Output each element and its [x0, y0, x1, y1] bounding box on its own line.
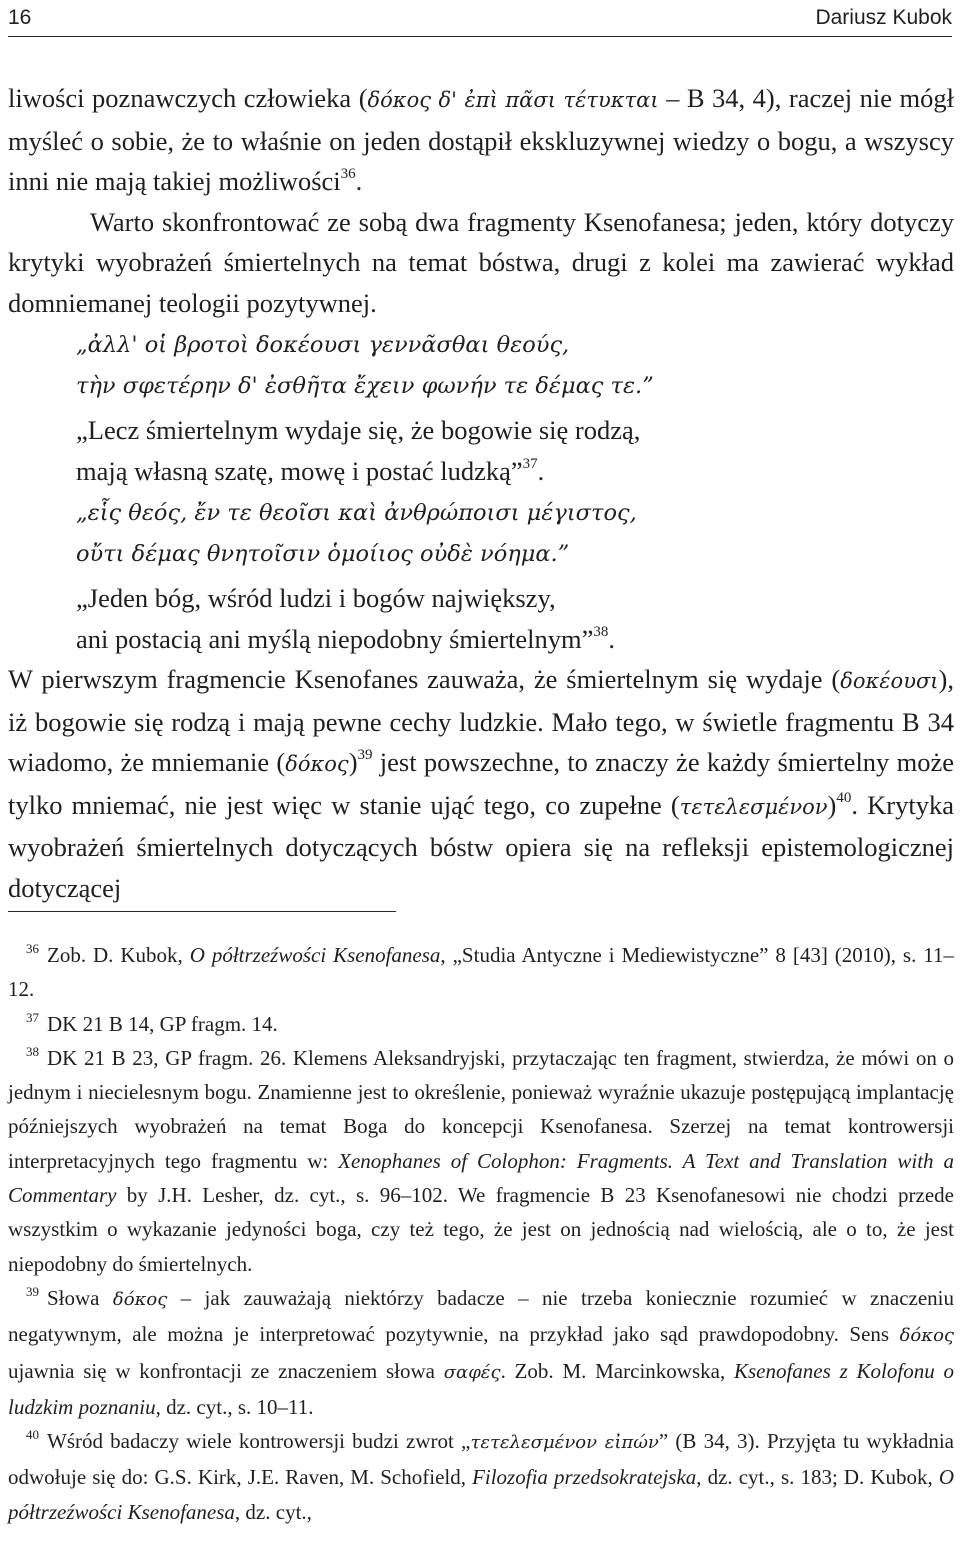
text-run: Zob. D. Kubok, [47, 943, 190, 967]
main-text [8, 78, 954, 908]
greek-word: δόκος [285, 752, 349, 776]
footnote-37 [8, 1007, 954, 1041]
footnote-ref[interactable]: 37 [522, 455, 538, 472]
polish-translation-line: „Jeden bóg, wśród ludzi i bogów największy, [76, 583, 556, 613]
text-run: , dz. cyt., [234, 1499, 312, 1524]
text-run: . [537, 455, 545, 486]
greek-word: δόκος [899, 1325, 954, 1347]
text-run: – B 34, 4), raczej nie mógł myśleć o sobie, że to właśnie on jeden dostąpił ekskluzywnej wiedzy o bogu, a wszyscy inni nie mają takiej możliwości [8, 83, 954, 196]
greek-phrase: δόκος δ' ἐπὶ πᾶσι τέτυκται [367, 88, 659, 112]
footnote-separator [8, 911, 396, 912]
footnotes [8, 938, 954, 1529]
footnote-ref[interactable]: 39 [357, 747, 373, 763]
text-run: ), iż bogowie się rodzą i mają pewne cechy ludzkie. Mało tego, w świetle fragmentu B 34 wiadomo, że mniemanie ( [8, 664, 954, 777]
title-italic: Ksenofanes z Kolofonu o ludzkim poznaniu [8, 1358, 954, 1419]
text-run: . [355, 166, 363, 196]
greek-verse-line: „εἷς θεός, ἔν τε θεοῖσι καὶ ἀνθρώποισι μέγιστος, [76, 500, 637, 526]
text-run: Wśród badaczy wiele kontrowersji budzi zwrot „ [47, 1429, 471, 1454]
footnote-number: 40 [26, 1427, 39, 1443]
footnote-ref[interactable]: 36 [340, 166, 356, 182]
text-run: ) [827, 789, 837, 820]
greek-verse-line: „ἀλλ' οἱ βροτοὶ δοκέουσι γεννᾶσθαι θεούς, [76, 332, 570, 358]
text-run: . [608, 623, 615, 654]
quote-fragment-b23 [76, 493, 954, 659]
title-italic: O półtrzeźwości Ksenofanesa [189, 943, 441, 967]
greek-word: σαφές [443, 1361, 501, 1383]
footnote-number: 37 [26, 1009, 39, 1025]
text-run: DK 21 B 23, GP fragm. 26. Klemens Aleksandryjski, przytaczając ten fragment, stwierdza, że mówi on o jednym i niecielesnym bogu. Znamienne jest to określenie, ponieważ wyraźnie ukazuje postępującą implantację późniejszych wyobrażeń na temat Boga do koncepcji Ksenofanesa. Szerzej na temat kontrowersji interpretacyjnych tego fragmentu w: [8, 1045, 954, 1173]
text-run: ujawnia się w konfrontacji ze znaczeniem słowa [8, 1358, 444, 1383]
text-run: liwości poznawczych człowieka ( [8, 83, 368, 113]
text-run: . Zob. M. Marcinkowska, [500, 1358, 734, 1383]
footnote-ref[interactable]: 38 [593, 623, 609, 640]
paragraph-1 [8, 78, 954, 202]
greek-phrase: τετελεσμένον εἰπών [470, 1432, 659, 1454]
title-italic: Filozofia przedsokratejska [472, 1465, 697, 1490]
footnote-38 [8, 1041, 954, 1281]
quote-fragment-b14 [76, 325, 954, 491]
footnote-number: 36 [26, 941, 39, 956]
footnote-number: 38 [26, 1043, 39, 1059]
text-run: , dz. cyt., s. 183; D. Kubok, [696, 1465, 939, 1490]
title-italic: O półtrzeźwości Ksenofanesa [8, 1465, 954, 1524]
text-run: , „Studia Antyczne i Mediewistyczne” 8 [43] (2010), s. 11–12. [8, 943, 954, 1002]
footnote-39 [8, 1281, 954, 1424]
title-italic: Xenophanes of Colophon: Fragments. A Text and Translation with a Commentary [8, 1148, 954, 1208]
text-run: ” (B 34, 3). Przyjęta tu wykładnia odwołuje się do: G.S. Kirk, J.E. Raven, M. Schofield, [8, 1429, 955, 1490]
text-run: ) [348, 747, 358, 777]
footnote-40 [8, 1424, 954, 1529]
text-run: ani postacią ani myślą niepodobny śmiertelnym” [76, 623, 594, 654]
text-run: mają własną szatę, mowę i postać ludzką” [76, 455, 523, 486]
greek-word: δοκέουσι [840, 669, 939, 693]
text-run: Słowa [47, 1285, 113, 1310]
paragraph-2: Warto skonfrontować ze sobą dwa fragmenty Ksenofanesa; jeden, który dotyczy krytyki wyobrażeń śmiertelnych na temat bóstwa, drugi z kolei ma zawierać wykład domniemanej teologii pozytywnej. [8, 206, 954, 318]
greek-word: τετελεσμένον [679, 794, 828, 819]
polish-translation-line [76, 619, 954, 660]
paragraph-3 [8, 659, 954, 908]
footnote-36 [8, 938, 954, 1007]
running-head-author: Dariusz Kubok [815, 6, 952, 29]
text-run: by J.H. Lesher, dz. cyt., s. 96–102. We fragmencie B 23 Ksenofanesowi nie chodzi przede wszystkim o wykazanie jedyności boga, czy też tego, że jest on jednością nad wielością, ale o to, że jest niepodobny do śmiertelnych. [8, 1183, 954, 1276]
text-run: W pierwszym fragmencie Ksenofanes zauważa, że śmiertelnym się wydaje ( [8, 664, 841, 694]
footnote-number: 39 [26, 1283, 39, 1299]
running-header [8, 0, 952, 37]
page-number: 16 [8, 6, 32, 29]
text-run: DK 21 B 14, GP fragm. 14. [47, 1011, 278, 1036]
greek-verse-line: τὴν σφετέρην δ' ἐσθῆτα ἔχειν φωνήν τε δέμας τε.” [76, 372, 654, 399]
polish-translation-line [76, 451, 954, 492]
greek-verse-line: οὔτι δέμας θνητοῖσιν ὁμοίιος οὐδὲ νόημα.” [76, 540, 570, 567]
text-run: – jak zauważają niektórzy badacze – nie trzeba koniecznie rozumieć w znaczeniu negatywnym, ale można je interpretować pozytywnie, na przykład jako sąd prawdopodobny. Sens [8, 1285, 954, 1347]
text-run: . Krytyka wyobrażeń śmiertelnych dotyczących bóstw opiera się na refleksji epistemologicznej dotyczącej [8, 789, 954, 903]
text-run: jest powszechne, to znaczy że każdy śmiertelny może tylko mniemać, nie jest więc w stanie ująć tego, co zupełne ( [8, 747, 954, 820]
text-run: , dz. cyt., s. 10–11. [155, 1394, 314, 1419]
greek-word: δόκος [112, 1288, 168, 1310]
footnote-ref[interactable]: 40 [836, 789, 852, 806]
polish-translation-line: „Lecz śmiertelnym wydaje się, że bogowie się rodzą, [76, 415, 641, 445]
